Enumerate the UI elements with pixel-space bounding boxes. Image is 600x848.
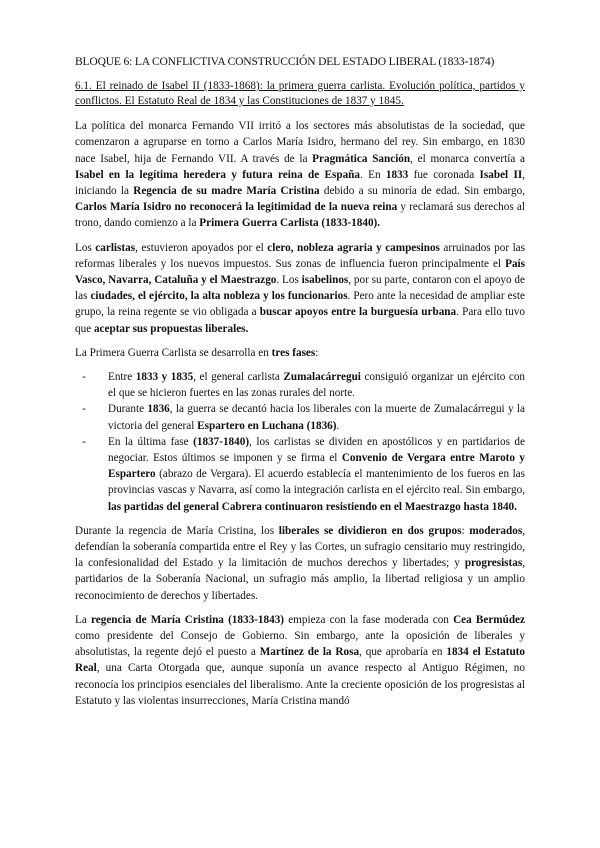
text-segment: fue coronada: [408, 168, 480, 181]
bold-text-segment: tres fases: [271, 346, 316, 359]
bold-text-segment: aceptar sus propuestas liberales.: [93, 322, 249, 335]
text-segment: La política del monarca Fernando VII irritó a los sectores más absolutistas de la sociedad, que comenzaron a agruparse en torno a Carlos María Isidro, hermano del rey. Sin embargo, en 1830 nace Isabel, hija de Fernando VII. A través de la: [75, 120, 525, 165]
bold-text-segment: Isabel en la legítima heredera y futura reina de España: [75, 168, 360, 181]
text-segment: :: [461, 524, 470, 537]
text-segment: La: [75, 613, 91, 626]
bold-text-segment: clero, nobleza agraria y campesinos: [267, 241, 440, 254]
bold-text-segment: Carlos María Isidro no reconocerá la legitimidad de la nueva reina: [75, 201, 398, 214]
section-subtitle: 6.1. El reinado de Isabel II (1833-1868): la primera guerra carlista. Evolución política, partidos y conflictos. El Estatuto Real de 1834 y las Constituciones de 1837 y 1845.: [75, 80, 525, 107]
text-segment: , defendían la soberanía compartida entre el Rey y las Cortes, un sufragio censitario muy restringido, la confesionalidad del Estado y la limitación de muchos derechos y libertades; y: [75, 524, 525, 570]
text-segment: , el general carlista: [193, 371, 284, 384]
text-segment: arruinados por las reformas liberales y los nuevos impuestos. Sus zonas de influencia fueron principalmente el: [75, 241, 526, 270]
text-segment: consiguió organizar un ejército con el que se hicieron fuertes en las zonas rurales del norte.: [108, 371, 526, 400]
text-segment: (abrazo de Vergara). El acuerdo establecía el mantenimiento de los fueros en las provincias vascas y Navarra, así como la integración carlista en el ejército real. Sin embargo,: [108, 468, 525, 497]
text-segment: Durante: [108, 403, 148, 416]
text-segment: , estuvieron apoyados por el: [135, 241, 268, 254]
phases-list: [75, 369, 525, 515]
paragraph-regencia-intro: [75, 118, 525, 231]
text-segment: como presidente del Consejo de Gobierno. Sin embargo, ante la oposición de liberales y absolutistas, la regente dejó el puesto a: [75, 630, 525, 659]
text-segment: , la guerra se decantó hacia los liberales con la muerte de Zumalacárregui y la victoria del general: [108, 403, 525, 432]
text-segment: debido a su minoría de edad. Sin embargo,: [319, 185, 525, 197]
phase-item-1: [108, 369, 525, 401]
text-segment: Los: [75, 241, 96, 254]
text-segment: La Primera Guerra Carlista se desarrolla en: [75, 346, 272, 359]
text-segment: , que aprobaría en: [359, 646, 447, 659]
text-segment: En la última fase: [108, 435, 194, 448]
bold-text-segment: Regencia de su madre María Cristina: [133, 185, 320, 197]
bold-text-segment: País Vasco, Navarra, Cataluña y el Maestrazgo: [75, 257, 525, 287]
paragraph-liberales: [75, 523, 525, 604]
bold-text-segment: las partidas del general Cabrera continuaron resistiendo en el Maestrazgo hasta 1840.: [108, 500, 517, 513]
phase-item-2: [108, 401, 525, 433]
text-segment: . Los: [276, 274, 302, 287]
bold-text-segment: Cea Bermúdez: [453, 613, 525, 626]
bold-text-segment: 1834 el Estatuto Real: [75, 646, 525, 675]
bold-text-segment: 1833 y 1835: [135, 371, 194, 384]
bold-text-segment: 1833: [385, 168, 409, 181]
text-segment: , partidarios de la Soberanía Nacional, un sufragio más amplio, la libertad religiosa y un amplio reconocimiento de derechos y libertades.: [75, 557, 525, 602]
text-segment: . En: [360, 168, 386, 181]
bold-text-segment: liberales se dividieron en dos grupos: [278, 524, 462, 537]
bold-text-segment: ciudades, el ejército, la alta nobleza y los funcionarios: [90, 290, 348, 303]
paragraph-bandos: [75, 240, 525, 337]
paragraph-regencia-maria-cristina: [75, 612, 525, 709]
text-segment: Durante la regencia de María Cristina, los: [75, 524, 279, 537]
bold-text-segment: Zumalacárregui: [283, 371, 361, 384]
text-segment: , por su parte, contaron con el apoyo de las: [75, 274, 525, 303]
bold-text-segment: 1836: [147, 403, 170, 416]
bold-text-segment: progresistas: [464, 557, 523, 570]
text-segment: y reclamará sus derechos al trono, dando comienzo a la: [75, 201, 525, 230]
bold-text-segment: carlistas: [95, 241, 136, 254]
text-segment: :: [315, 346, 319, 359]
bold-text-segment: isabelinos: [301, 274, 349, 287]
bold-text-segment: Primera Guerra Carlista (1833-1840).: [199, 217, 381, 230]
text-segment: , el monarca convertía a: [410, 152, 525, 165]
text-segment: Entre: [108, 371, 136, 384]
text-segment: . Pero ante la necesidad de ampliar este grupo, la reina regente se vio obligada a: [75, 290, 525, 319]
bold-text-segment: Martínez de la Rosa: [259, 646, 360, 659]
text-segment: . Para ello tuvo que: [75, 306, 525, 335]
text-segment: , iniciando la: [75, 168, 525, 197]
text-segment: empieza con la fase moderada con: [284, 613, 454, 626]
text-segment: .: [336, 419, 340, 432]
text-segment: , los carlistas se dividen en apostólicos y en partidarios de negociar. Estos últimos se imponen y se firma el: [108, 435, 525, 465]
bold-text-segment: Pragmática Sanción: [312, 152, 411, 165]
bold-text-segment: Isabel II: [479, 168, 523, 181]
bold-text-segment: regencia de María Cristina (1833-1843): [91, 613, 285, 626]
bold-text-segment: Espartero en Luchana (1836): [197, 419, 337, 432]
phase-item-3: [108, 434, 525, 515]
text-segment: , una Carta Otorgada que, aunque suponía un avance respecto al Antiguo Régimen, no reconocía los principios esenciales del liberalismo. Ante la creciente oposición de los progresistas al Estatuto y las violentas insurrecciones, María Cristina mandó: [75, 662, 525, 707]
document-title: BLOQUE 6: LA CONFLICTIVA CONSTRUCCIÓN DEL ESTADO LIBERAL (1833-1874): [75, 55, 495, 68]
bold-text-segment: (1837-1840): [193, 435, 250, 448]
bold-text-segment: Convenio de Vergara entre Maroto y Espartero: [108, 452, 525, 481]
paragraph-fases-intro: [75, 345, 525, 361]
bold-text-segment: buscar apoyos entre la burguesía urbana: [259, 306, 457, 319]
bold-text-segment: moderados: [469, 524, 523, 537]
